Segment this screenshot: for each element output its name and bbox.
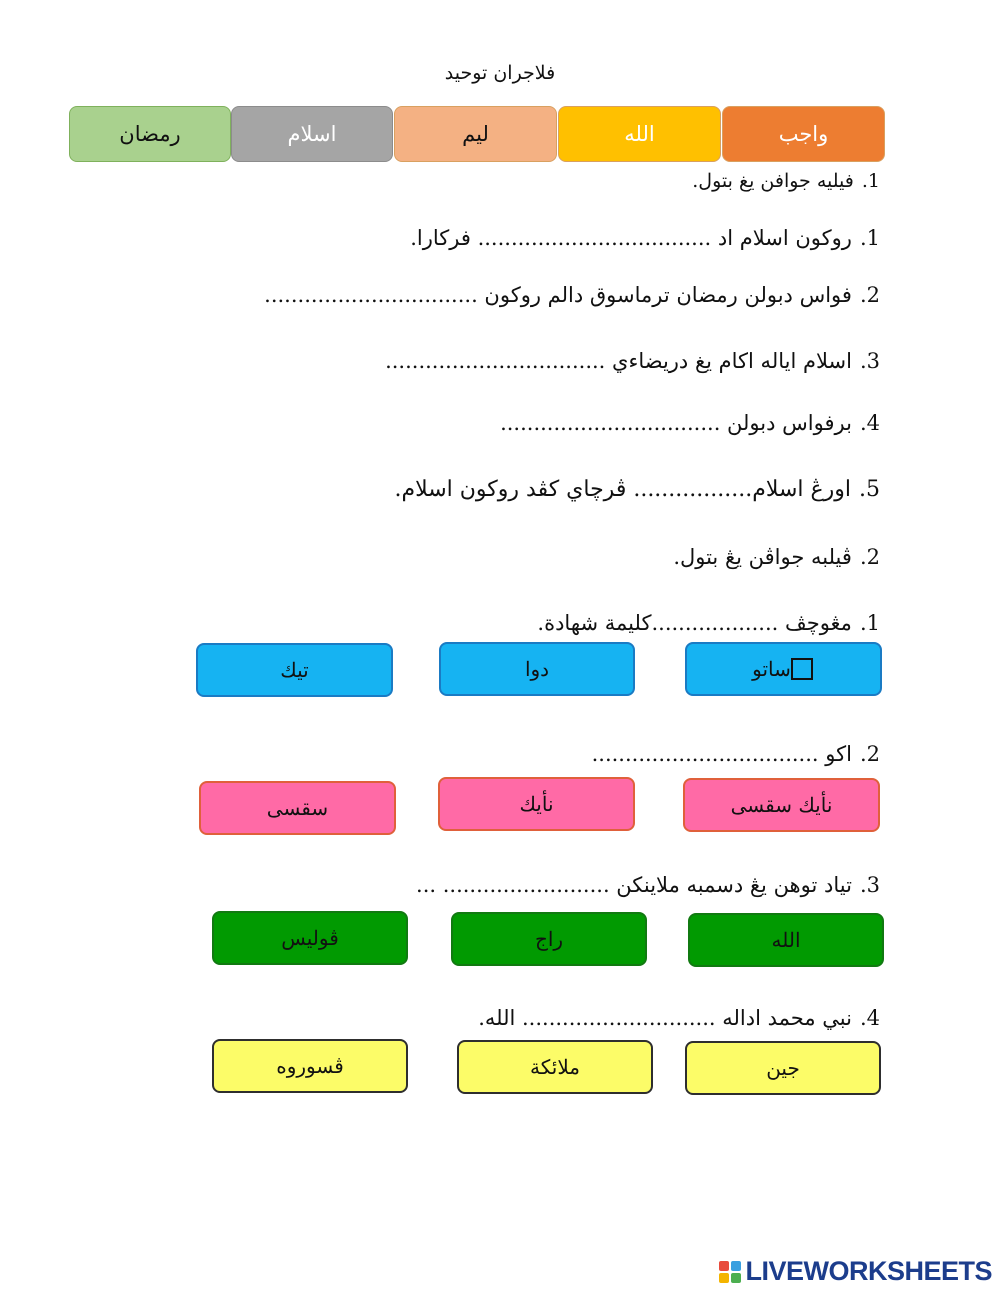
q4-option-pesuruh[interactable]: ڤسوروه [212,1039,408,1093]
q2-option-naik[interactable]: نأيك [438,777,635,831]
checkbox-icon[interactable] [791,658,813,680]
q1-option-satu[interactable]: ساتو [685,642,882,696]
logo-mark-square [719,1261,729,1271]
q1-option-dua[interactable]: دوا [439,642,635,696]
section2-question-2: 2.اكو .................................. [591,742,880,766]
word-bank-label: الله [624,122,655,146]
section2-question-1: 1.مڠوچڤ ...................كليمة شهادة. [537,611,880,635]
q4-option-malaikat[interactable]: ملائكة [457,1040,653,1094]
word-bank-label: واجب [778,122,829,146]
q3-option-polis[interactable]: ڤوليس [212,911,408,965]
section1-item-4: 4.برفواس دبولن ................................. [500,411,880,435]
logo-mark-square [731,1261,741,1271]
q2-option-saksi[interactable]: سقسى [199,781,396,835]
q4-option-jin[interactable]: جين [685,1041,881,1095]
logo-text: LIVEWORKSHEETS [745,1256,992,1286]
word-bank-allah[interactable] [558,106,721,162]
liveworksheets-logo [719,1256,992,1287]
word-bank-label: اسلام [287,122,337,146]
section1-item-5: 5.اورڠ اسلام................. ڤرچاي كڤد روكون اسلام. [394,477,880,502]
section1-item-1: 1.روكون اسلام اد ................................... فركارا. [410,226,880,250]
q1-option-tiga[interactable]: تيك [196,643,393,697]
word-bank-label: ليم [462,122,489,146]
word-bank-islam[interactable] [231,106,393,162]
word-bank-lima[interactable] [394,106,557,162]
word-bank-ramadan[interactable] [69,106,231,162]
word-bank-wajib[interactable] [722,106,885,162]
logo-mark-square [719,1273,729,1283]
section1-heading: 1.فيليه جوافن يغ بتول. [692,170,880,192]
worksheet-title: فلاجران توحيد [444,62,556,84]
word-bank-label: رمضان [119,122,181,146]
logo-mark-square [731,1273,741,1283]
q3-option-allah[interactable]: الله [688,913,884,967]
section1-item-2: 2.فواس دبولن رمضان ترماسوق دالم روكون ................................ [264,283,880,307]
section2-question-4: 4.نبي محمد اداله ............................. الله. [478,1006,880,1030]
section2-heading: 2.ڤيلبه جواڤن يڠ بتول. [673,545,880,569]
logo-mark-icon [719,1261,741,1283]
q2-option-naik-saksi[interactable]: نأيك سقسى [683,778,880,832]
section2-question-3: 3.تياد توهن يڠ دسمبه ملاينكن ......................... ... [416,873,880,897]
section1-item-3: 3.اسلام اياله اكام يغ دريضاءي ................................. [385,349,880,373]
q3-option-raja[interactable]: راج [451,912,647,966]
